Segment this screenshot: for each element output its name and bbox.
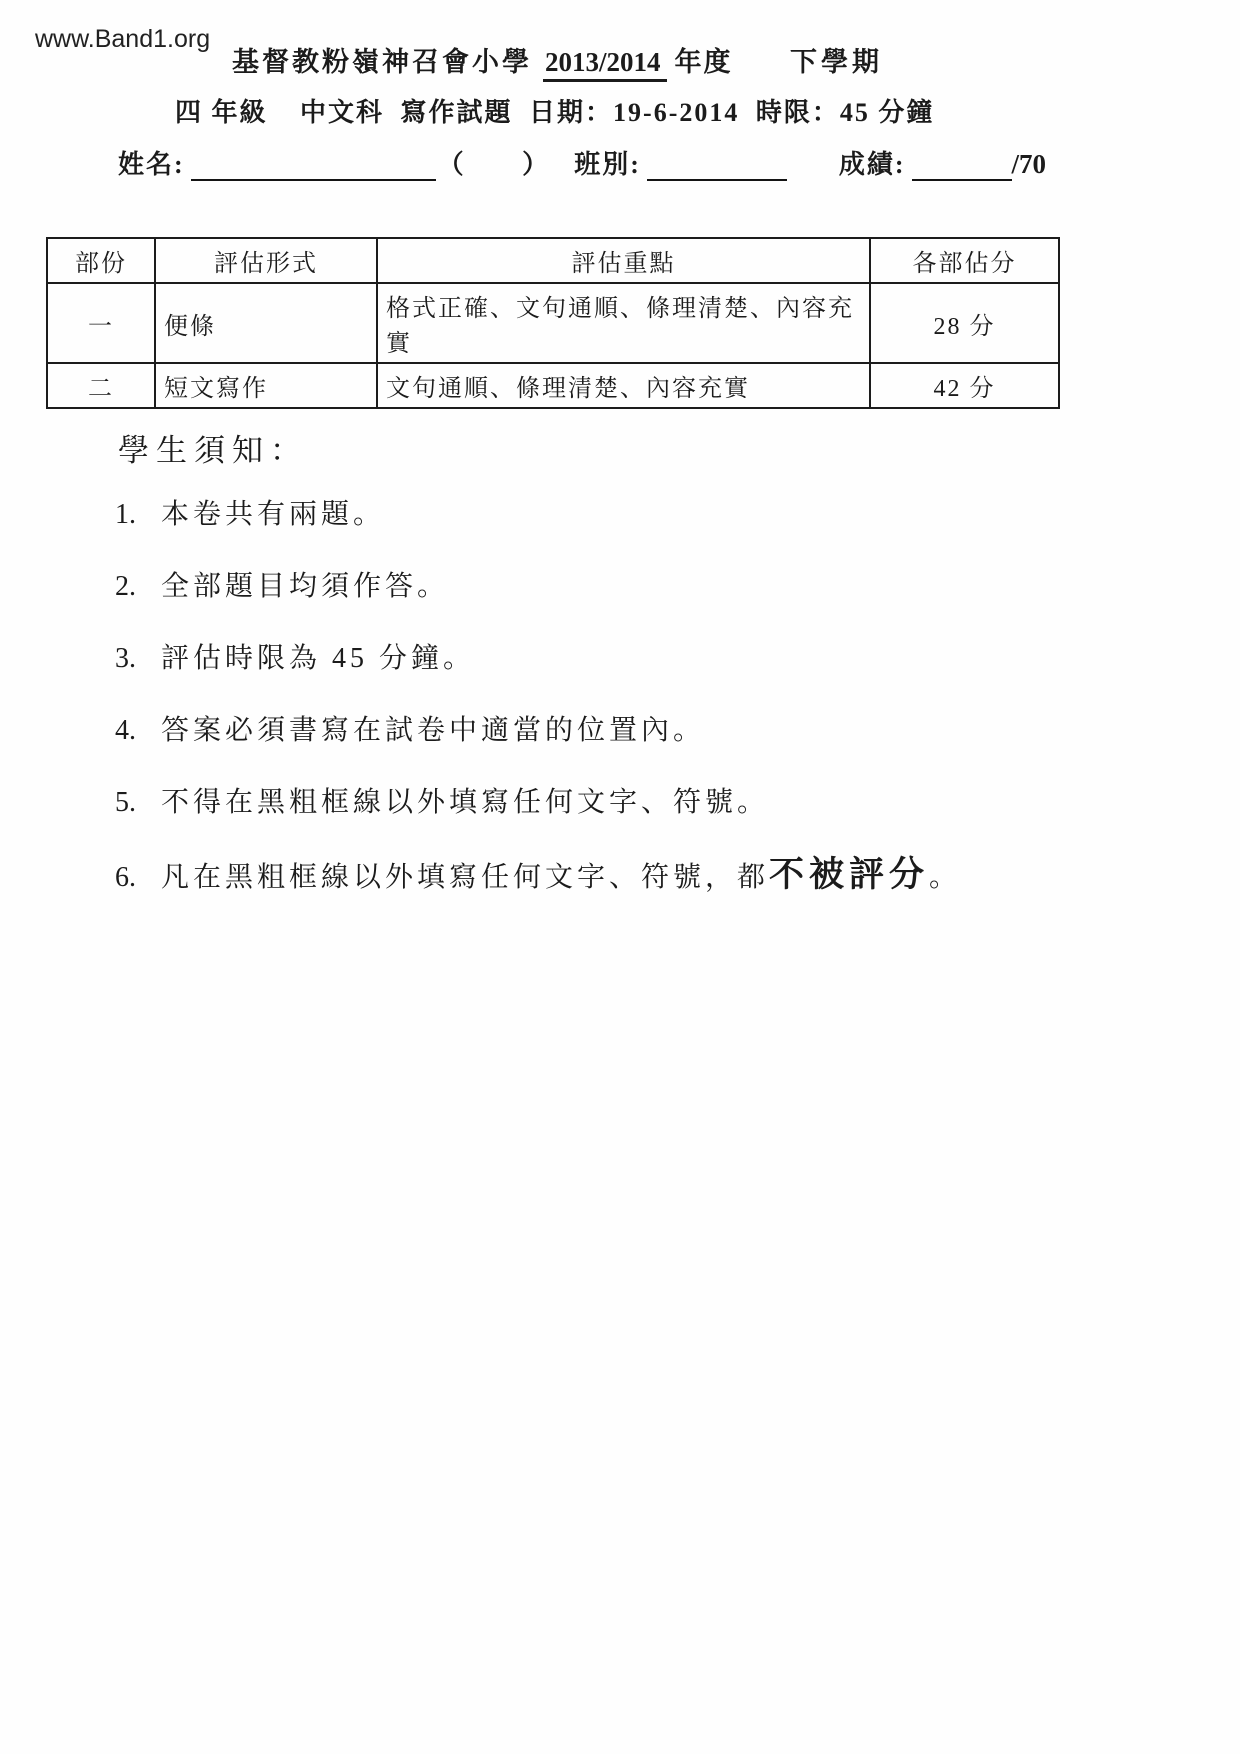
header-focus: 評估重點 (377, 238, 870, 283)
note-item-5 (115, 780, 769, 820)
note-text: 評估時限為 45 分鐘。 (161, 643, 476, 674)
note-item-6 (115, 847, 961, 897)
table-row (47, 283, 1059, 363)
score-label: 成績: (838, 150, 906, 179)
note-number: 5. (115, 787, 136, 818)
header-score: 各部佔分 (870, 238, 1059, 283)
table-row (47, 363, 1059, 408)
class-blank-field (647, 151, 787, 181)
note-item-2 (115, 564, 449, 604)
term-label: 下學期 (790, 47, 883, 77)
notes-title: 學生須知： (118, 433, 308, 468)
note-number: 6. (115, 862, 136, 893)
note-number: 3. (115, 643, 136, 674)
header-part: 部份 (47, 238, 155, 283)
note-emphasis: 不被評分 (769, 855, 930, 894)
note-text: 凡在黑粗框線以外填寫任何文字、符號，都 (161, 862, 770, 893)
name-blank-field (191, 151, 436, 181)
note-number: 4. (115, 715, 136, 746)
cell-form: 便條 (155, 283, 377, 363)
student-info-line (118, 144, 1046, 181)
note-text-suffix: 。 (929, 862, 962, 893)
table-header-row (47, 238, 1059, 283)
time-limit-label: 時限：45 分鐘 (755, 98, 935, 127)
note-item-3 (115, 636, 475, 676)
date-label: 日期：19-6-2014 (529, 98, 740, 127)
note-number: 2. (115, 571, 136, 602)
paper-type-label: 寫作試題 (400, 98, 513, 127)
score-total: /70 (1011, 149, 1047, 179)
name-label: 姓名: (118, 150, 185, 179)
cell-focus: 格式正確、文句通順、條理清楚、內容充實 (377, 283, 870, 363)
class-number-paren: （ ） (437, 150, 575, 179)
note-text: 不得在黑粗框線以外填寫任何文字、符號。 (161, 787, 770, 818)
note-text: 答案必須書寫在試卷中適當的位置內。 (161, 715, 706, 746)
note-text: 本卷共有兩題。 (161, 499, 386, 530)
cell-part: 二 (47, 363, 155, 408)
cell-score: 42 分 (870, 363, 1059, 408)
note-item-4 (115, 708, 705, 748)
school-name: 基督教粉嶺神召會小學 (232, 47, 532, 77)
paper-title-line (175, 92, 960, 129)
note-number: 1. (115, 499, 136, 530)
school-year: 2013/2014 (543, 47, 667, 82)
header-form: 評估形式 (155, 238, 377, 283)
class-label: 班別: (574, 150, 641, 179)
cell-score: 28 分 (870, 283, 1059, 363)
cell-part: 一 (47, 283, 155, 363)
school-year-group (543, 40, 733, 79)
grade-label: 四 年級 (175, 98, 268, 127)
cell-focus: 文句通順、條理清楚、內容充實 (377, 363, 870, 408)
assessment-table (46, 237, 1060, 409)
watermark-url: www.Band1.org (35, 25, 211, 53)
subject-label: 中文科 (300, 98, 385, 127)
school-year-suffix: 年度 (674, 47, 733, 77)
score-blank-field (912, 151, 1012, 181)
note-item-1 (115, 492, 385, 532)
note-text: 全部題目均須作答。 (161, 571, 450, 602)
cell-form: 短文寫作 (155, 363, 377, 408)
